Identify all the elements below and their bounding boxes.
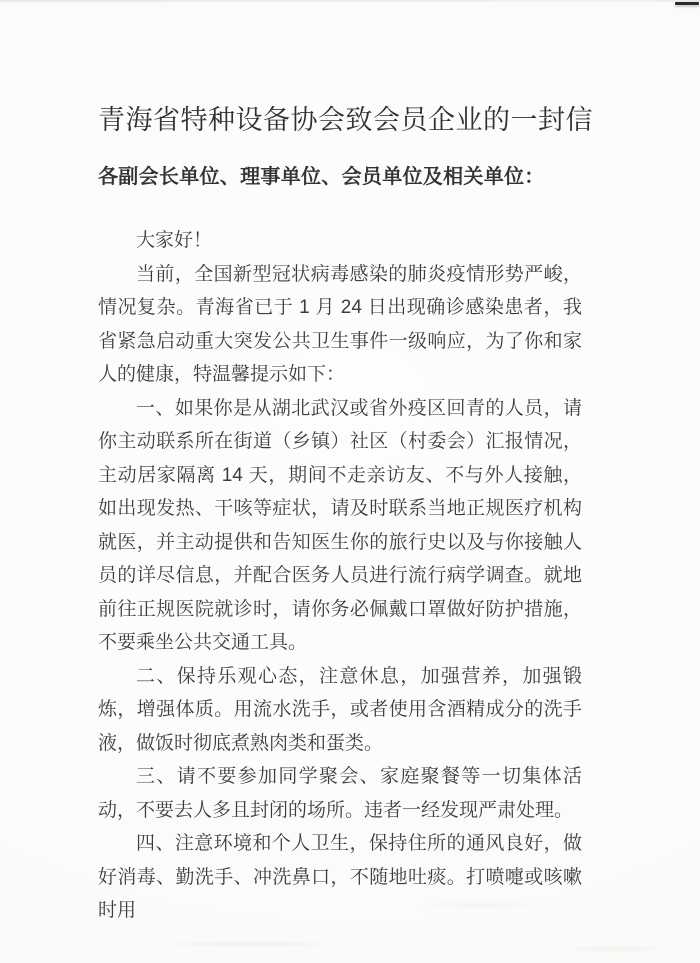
scan-streak-mark [675,2,699,5]
body-paragraph: 大家好！ [136,230,213,251]
document-title: 青海省特种设备协会致会员企业的一封信 [98,105,593,136]
scan-noise-smudge [150,940,350,948]
body-paragraph: 一、如果你是从湖北武汉或省外疫区回青的人员，请你主动联系所在街道（乡镇）社区（村委会）汇报情况，主动居家隔离 14 天，期间不走亲访友、不与外人接触，如出现发热、干咳等症状，请及时联系当地正规医疗机构就医，并主动提供和告知医生你的旅行史以及与你接触人员的详尽信息，并配合医务人员进行流行病学调查。就地前往正规医院就诊时，请你务必佩戴口罩做好防护措施，不要乘坐公共交通工具。 [98,397,582,653]
body-paragraph: 当前，全国新型冠状病毒感染的肺炎疫情形势严峻，情况复杂。青海省已于 1 月 24 日出现确诊感染患者，我省紧急启动重大突发公共卫生事件一级响应，为了你和家人的健康，特温馨提示如下： [98,263,582,385]
scan-edge-line [0,0,700,2]
salutation-line: 各副会长单位、理事单位、会员单位及相关单位： [98,166,545,188]
scan-noise-smudge [560,945,670,953]
body-paragraph: 二、保持乐观心态，注意休息，加强营养，加强锻炼，增强体质。用流水洗手，或者使用含酒精成分的洗手液，做饭时彻底煮熟肉类和蛋类。 [98,665,582,754]
letter-body [98,224,582,928]
body-paragraph: 四、注意环境和个人卫生，保持住所的通风良好，做好消毒、勤洗手、冲洗鼻口，不随地吐痰。打喷嚏或咳嗽时用 [98,833,582,921]
body-paragraph: 三、请不要参加同学聚会、家庭聚餐等一切集体活动，不要去人多且封闭的场所。违者一经发现严肃处理。 [98,766,582,821]
